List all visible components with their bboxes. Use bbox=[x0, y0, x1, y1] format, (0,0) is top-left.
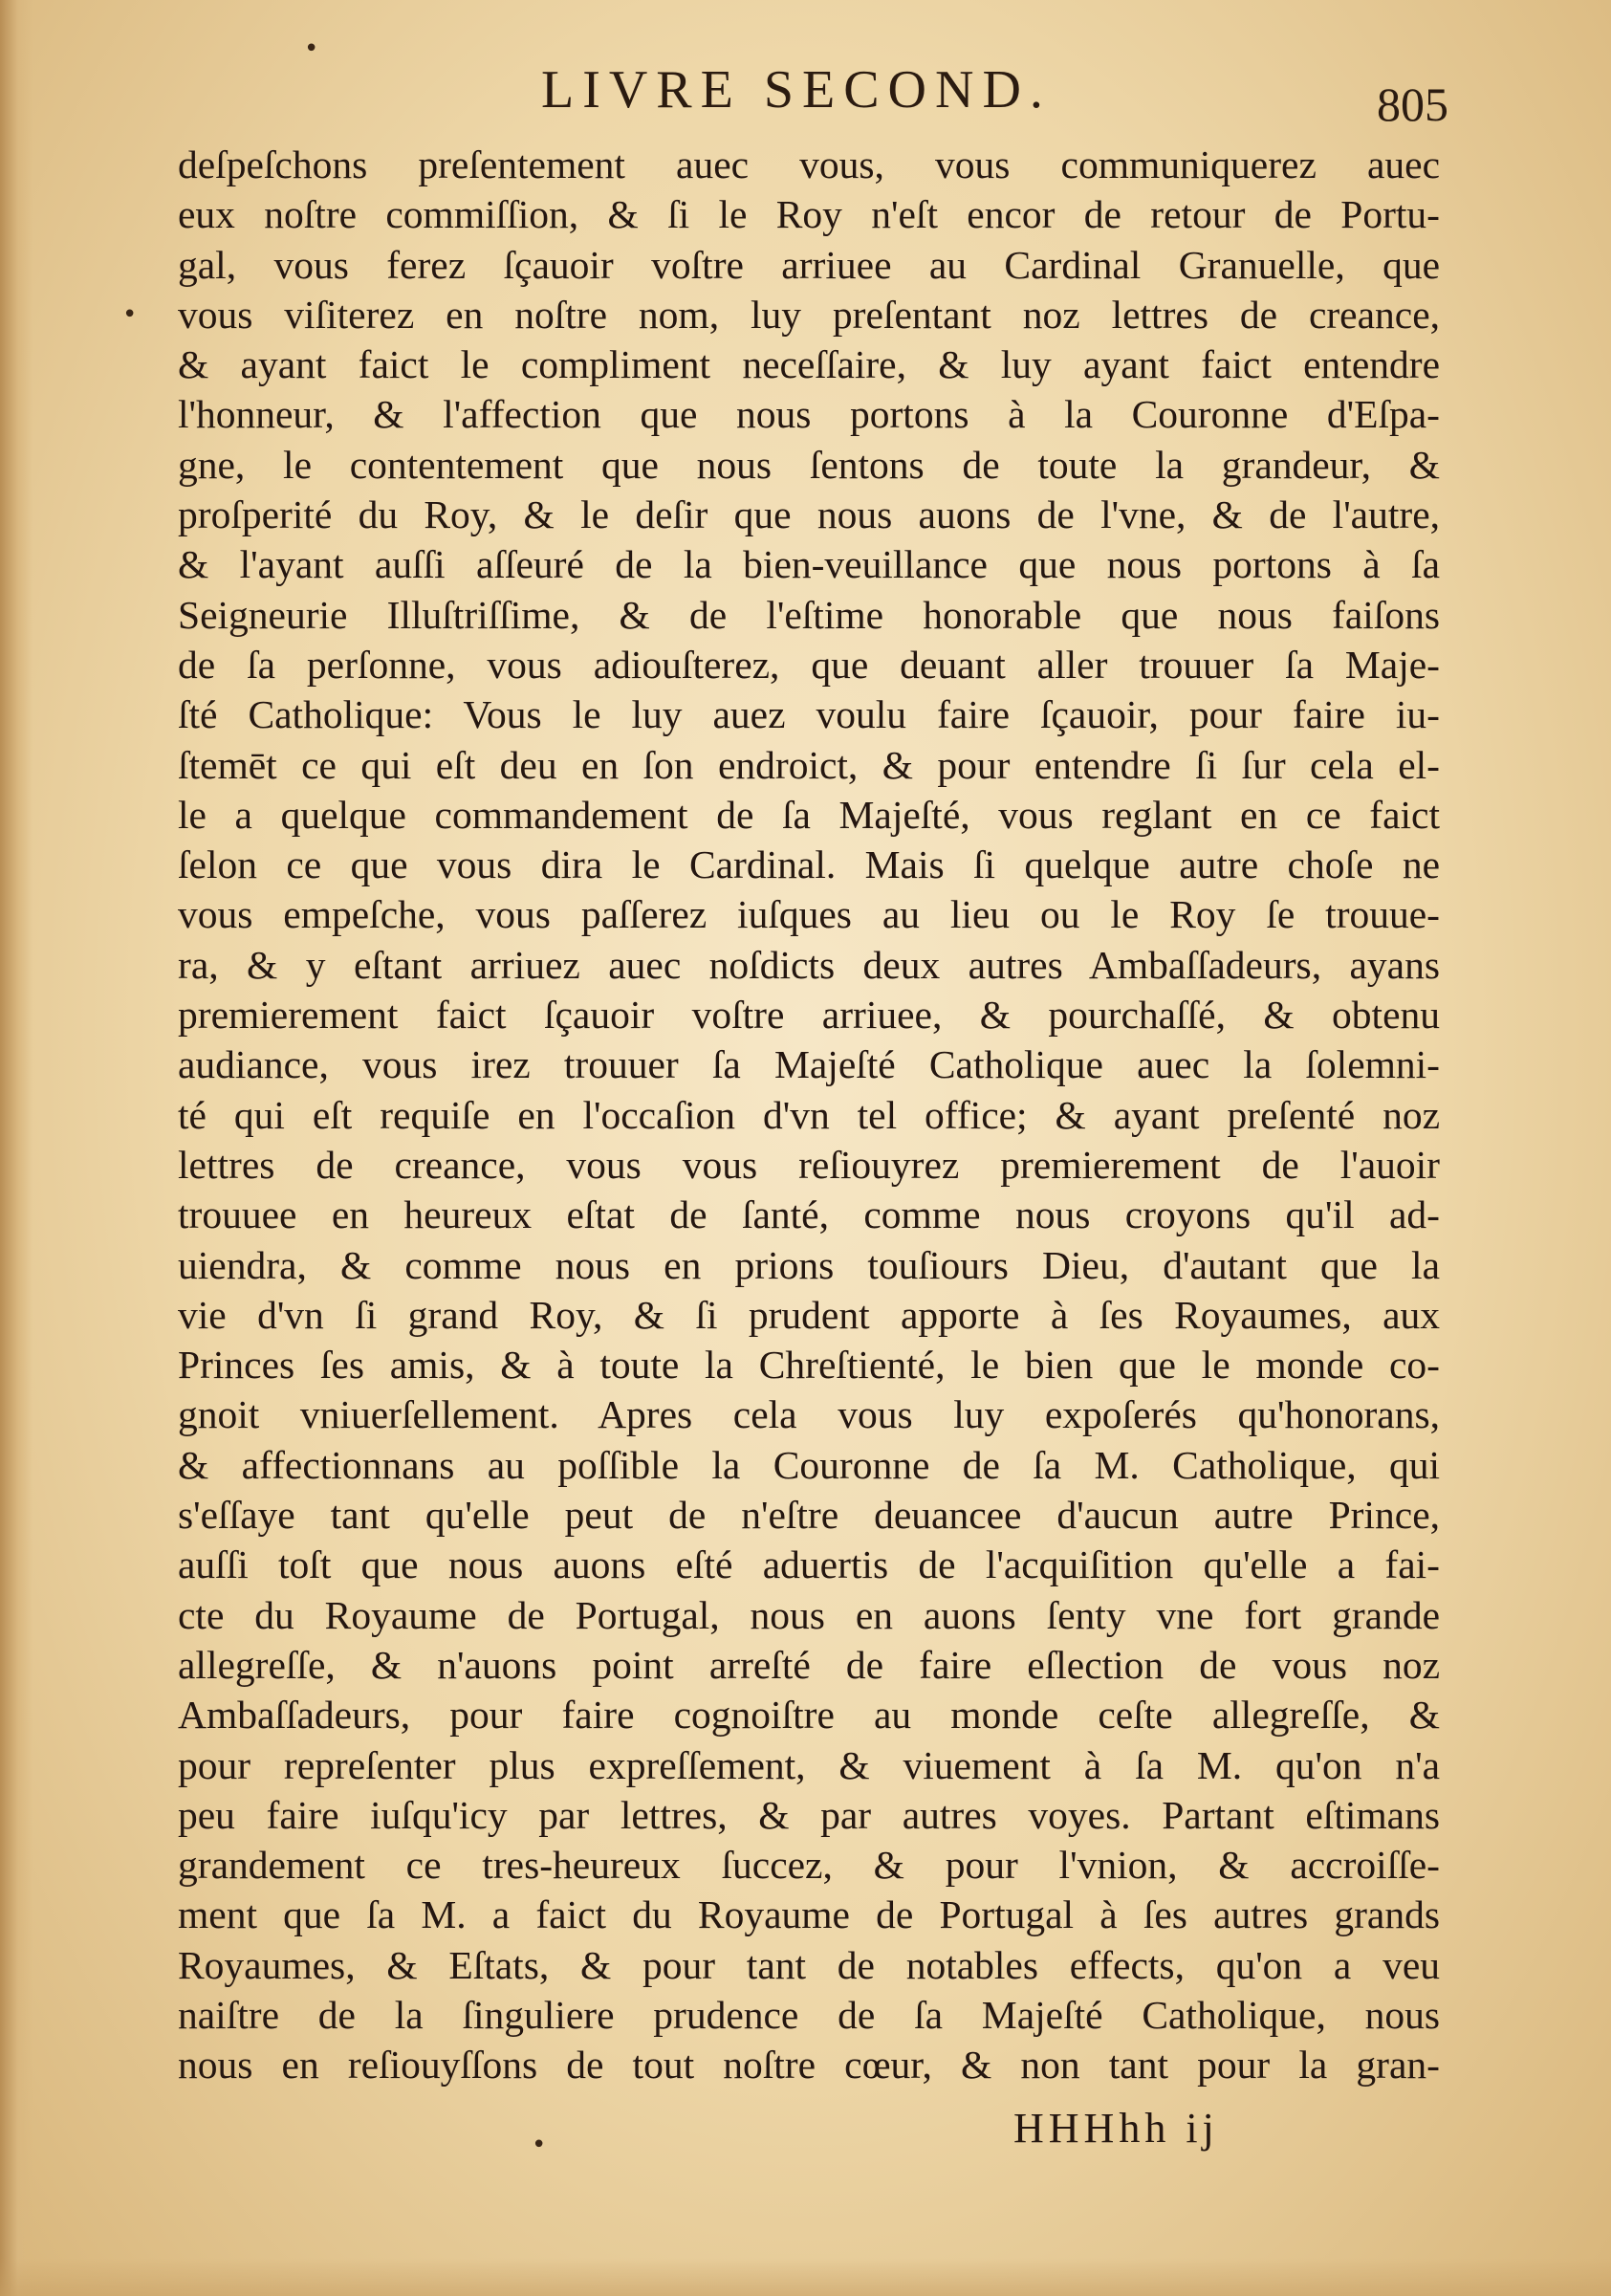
text-line: té qui eſt requiſe en l'occaſion d'vn tel office; & ayant preſenté noz bbox=[178, 1092, 1440, 1137]
text-line: gne, le contentement que nous ſentons de toute la grandeur, & bbox=[178, 442, 1440, 487]
text-line: premierement faict ſçauoir voſtre arriuee, & pourchaſſé, & obtenu bbox=[178, 993, 1440, 1038]
text-line: gal, vous ferez ſçauoir voſtre arriuee au Cardinal Granuelle, que bbox=[178, 242, 1440, 287]
text-line: pour repreſenter plus expreſſement, & viuement à ſa M. qu'on n'a bbox=[178, 1742, 1440, 1787]
text-line: naiſtre de la ſinguliere prudence de ſa Majeſté Catholique, nous bbox=[178, 1992, 1440, 2037]
text-line: uiendra, & comme nous en prions touſiours Dieu, d'autant que la bbox=[178, 1242, 1440, 1287]
text-line: ſtemēt ce qui eſt deu en ſon endroict, & pour entendre ſi ſur cela el- bbox=[178, 742, 1440, 787]
page-bottom-edge bbox=[0, 2258, 1611, 2296]
signature-mark: HHHhh ij bbox=[1013, 2105, 1219, 2152]
text-line: Royaumes, & Eſtats, & pour tant de notables effects, qu'on a veu bbox=[178, 1942, 1440, 1987]
text-line: s'eſſaye tant qu'elle peut de n'eſtre deuancee d'aucun autre Prince, bbox=[178, 1493, 1440, 1538]
ink-speck-mark: • bbox=[532, 2131, 547, 2159]
running-head-title: LIVRE SECOND. bbox=[541, 60, 1052, 120]
text-line: vous viſiterez en noſtre nom, luy preſentant noz lettres de creance, bbox=[178, 292, 1440, 337]
text-line: peu faire iuſqu'icy par lettres, & par autres voyes. Partant eſtimans bbox=[178, 1792, 1440, 1837]
text-line: ſté Catholique: Vous le luy auez voulu faire ſçauoir, pour faire iu- bbox=[178, 692, 1440, 737]
text-line: vous empeſche, vous paſſerez iuſques au lieu ou le Roy ſe trouue- bbox=[178, 892, 1440, 937]
text-line: lettres de creance, vous vous reſiouyrez premierement de l'auoir bbox=[178, 1142, 1440, 1187]
body-text bbox=[178, 140, 1440, 2090]
text-line: l'honneur, & l'affection que nous portons à la Couronne d'Eſpa- bbox=[178, 392, 1440, 437]
text-line: & l'ayant auſſi aſſeuré de la bien-veuillance que nous portons à ſa bbox=[178, 542, 1440, 587]
text-line: allegreſſe, & n'auons point arreſté de faire eſlection de vous noz bbox=[178, 1642, 1440, 1687]
text-line: cte du Royaume de Portugal, nous en auons ſenty vne fort grande bbox=[178, 1592, 1440, 1637]
text-line: proſperité du Roy, & le deſir que nous auons de l'vne, & de l'autre, bbox=[178, 492, 1440, 537]
text-line: Princes ſes amis, & à toute la Chreſtienté, le bien que le monde co- bbox=[178, 1343, 1440, 1388]
text-line: grandement ce tres-heureux ſuccez, & pour l'vnion, & accroiſſe- bbox=[178, 1843, 1440, 1888]
page-number: 805 bbox=[1377, 77, 1448, 131]
text-line: de ſa perſonne, vous adiouſterez, que deuant aller trouuer ſa Maje- bbox=[178, 642, 1440, 687]
text-line: & affectionnans au poſſible la Couronne de ſa M. Catholique, qui bbox=[178, 1442, 1440, 1487]
ink-speck-mark: • bbox=[122, 300, 138, 329]
text-line: eux noſtre commiſſion, & ſi le Roy n'eſt encor de retour de Portu- bbox=[178, 192, 1440, 237]
text-line: nous en reſiouyſſons de tout noſtre cœur, & non tant pour la gran- bbox=[178, 2043, 1440, 2088]
text-line: ment que ſa M. a faict du Royaume de Portugal à ſes autres grands bbox=[178, 1892, 1440, 1937]
text-line: gnoit vniuerſellement. Apres cela vous luy expoſerés qu'honorans, bbox=[178, 1392, 1440, 1437]
text-line: ſelon ce que vous dira le Cardinal. Mais ſi quelque autre choſe ne bbox=[178, 842, 1440, 887]
text-line: & ayant faict le compliment neceſſaire, & luy ayant faict entendre bbox=[178, 342, 1440, 387]
page-gutter-shadow bbox=[0, 0, 33, 2296]
text-line: Seigneurie Illuſtriſſime, & de l'eſtime honorable que nous faiſons bbox=[178, 592, 1440, 637]
text-line: ra, & y eſtant arriuez auec noſdicts deux autres Ambaſſadeurs, ayans bbox=[178, 942, 1440, 987]
text-line: trouuee en heureux eſtat de ſanté, comme nous croyons qu'il ad- bbox=[178, 1192, 1440, 1237]
text-line: le a quelque commandement de ſa Majeſté, vous reglant en ce faict bbox=[178, 792, 1440, 837]
text-line: vie d'vn ſi grand Roy, & ſi prudent apporte à ſes Royaumes, aux bbox=[178, 1292, 1440, 1337]
text-line: auſſi toſt que nous auons eſté aduertis de l'acquiſition qu'elle a fai- bbox=[178, 1542, 1440, 1587]
ink-speck-mark: • bbox=[304, 34, 319, 63]
text-line: deſpeſchons preſentement auec vous, vous communiquerez auec bbox=[178, 142, 1440, 186]
text-line: Ambaſſadeurs, pour faire cognoiſtre au monde ceſte allegreſſe, & bbox=[178, 1693, 1440, 1738]
text-line: audiance, vous irez trouuer ſa Majeſté Catholique auec la ſolemni- bbox=[178, 1042, 1440, 1087]
